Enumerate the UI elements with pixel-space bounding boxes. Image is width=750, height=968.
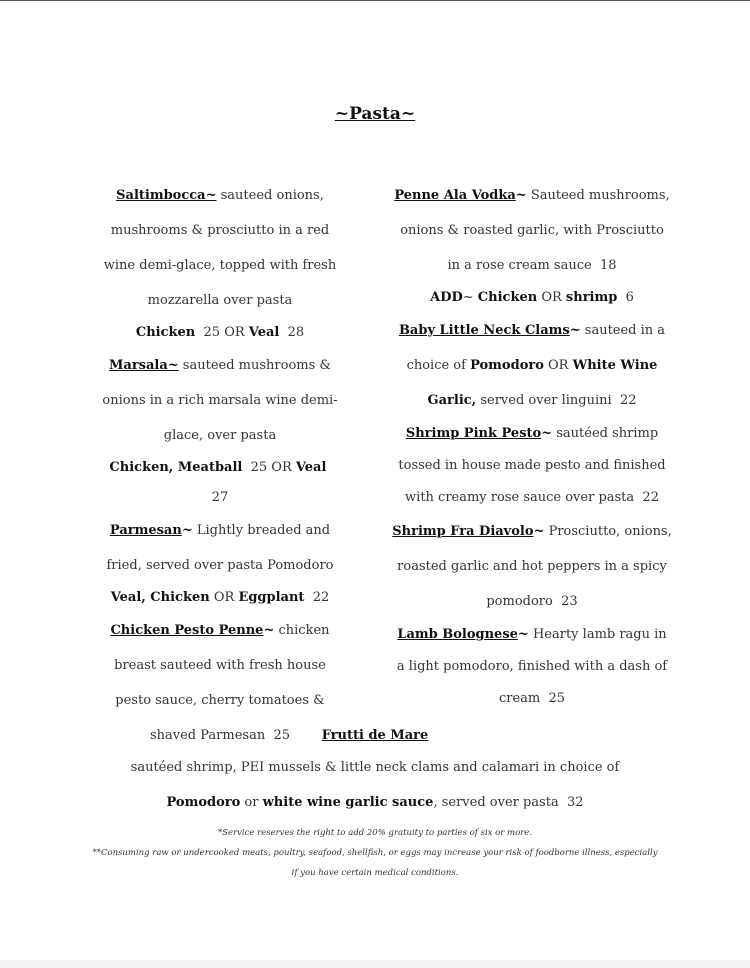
menu-item-penne-ala-vodka: Penne Ala Vodka~ Sauteed mushrooms, onions & roasted garlic, with Prosciutto in a rose cream sauce 18 xyxy=(394,188,670,273)
item-price-line: Chicken, Meatball 25 OR Veal 27 xyxy=(109,460,327,505)
item-price-line: Chicken 25 OR Veal 28 xyxy=(135,325,305,340)
menu-item-lamb-bolognese: Lamb Bolognese~ Hearty lamb ragu in a light pomodoro, finished with a dash of cream 25 xyxy=(396,627,668,706)
menu-item-chicken-pesto-penne: Chicken Pesto Penne~ chicken breast sauteed with fresh house pesto sauce, cherry tomatoes & shaved Parmesan 25 xyxy=(110,623,330,743)
item-description: sauteed onions, mushrooms & prosciutto in a red wine demi-glace, topped with fresh mozzarella over pasta xyxy=(103,188,337,308)
consumer-advisory-note: **Consuming raw or undercooked meats, poultry, seafood, shellfish, or eggs may increase your risk of foodborne illness, especially if you have certain medical conditions. xyxy=(92,848,658,878)
item-name: Frutti de Mare xyxy=(321,728,429,743)
item-price: 23 xyxy=(561,594,578,609)
item-name: Shrimp Fra Diavolo xyxy=(392,524,534,539)
item-description: Sauteed mushrooms, onions & roasted garlic, with Prosciutto in a rose cream sauce xyxy=(400,188,670,273)
menu-item-marsala xyxy=(100,348,340,453)
menu-item-shrimp-pink-pesto: Shrimp Pink Pesto~ sautéed shrimp tossed in house made pesto and finished with creamy rose sauce over pasta 22 xyxy=(398,426,666,505)
gratuity-note: *Service reserves the right to add 20% gratuity to parties of six or more. xyxy=(217,828,533,838)
menu-item-parmesan: Parmesan~ Lightly breaded and fried, served over pasta Pomodoro xyxy=(106,523,334,573)
bottom-band xyxy=(0,960,750,968)
item-description: Prosciutto, onions, roasted garlic and hot peppers in a spicy pomodoro xyxy=(397,524,672,609)
item-price: 22 xyxy=(619,393,637,408)
add-on-line: ADD~ Chicken OR shrimp 6 xyxy=(430,290,634,305)
item-price: 25 xyxy=(548,691,566,706)
menu-column-left xyxy=(100,178,340,753)
menu-item-saltimbocca xyxy=(100,178,340,318)
page-title: ~Pasta~ xyxy=(334,104,416,124)
menu-notes xyxy=(90,823,660,883)
item-description: Hearty lamb ragu in a light pomodoro, finished with a dash of cream xyxy=(396,627,668,706)
item-name: Marsala~ xyxy=(109,358,179,373)
item-description: Lightly breaded and fried, served over pasta Pomodoro xyxy=(106,523,334,573)
item-price: 18 xyxy=(599,258,617,273)
item-name: Baby Little Neck Clams xyxy=(398,323,570,338)
item-description: sautéed shrimp, PEI mussels & little neck clams and calamari in choice of Pomodoro or white wine garlic sauce, served over pasta 32 xyxy=(130,760,620,810)
menu-item-shrimp-fra-diavolo: Shrimp Fra Diavolo~ Prosciutto, onions, roasted garlic and hot peppers in a spicy pomodoro 23 xyxy=(392,524,672,609)
item-name: Penne Ala Vodka xyxy=(394,188,516,203)
item-price: 22 xyxy=(642,490,659,505)
menu-item-frutti-de-mare xyxy=(0,722,750,820)
item-name: Chicken Pesto Penne xyxy=(110,623,264,638)
item-description: chicken breast sauteed with fresh house pesto sauce, cherry tomatoes & shaved Parmesan xyxy=(114,623,330,743)
item-price: 25 xyxy=(273,728,291,743)
menu-item-baby-little-neck-clams: Baby Little Neck Clams~ sauteed in a choice of Pomodoro OR White Wine Garlic, served over linguini 22 xyxy=(398,323,666,408)
item-price-line: Veal, Chicken OR Eggplant 22 xyxy=(110,590,330,605)
item-price: 32 xyxy=(566,795,584,810)
item-name: Parmesan xyxy=(109,523,182,538)
item-name: Shrimp Pink Pesto xyxy=(405,426,542,441)
menu-column-right xyxy=(392,178,672,715)
item-name: Saltimbocca~ xyxy=(116,188,217,203)
item-description: sauteed mushrooms & onions in a rich marsala wine demi-glace, over pasta xyxy=(102,358,338,443)
item-description: sautéed shrimp tossed in house made pesto and finished with creamy rose sauce over pasta xyxy=(398,426,666,505)
item-name: Lamb Bolognese xyxy=(397,627,518,642)
top-border-line xyxy=(0,0,750,1)
